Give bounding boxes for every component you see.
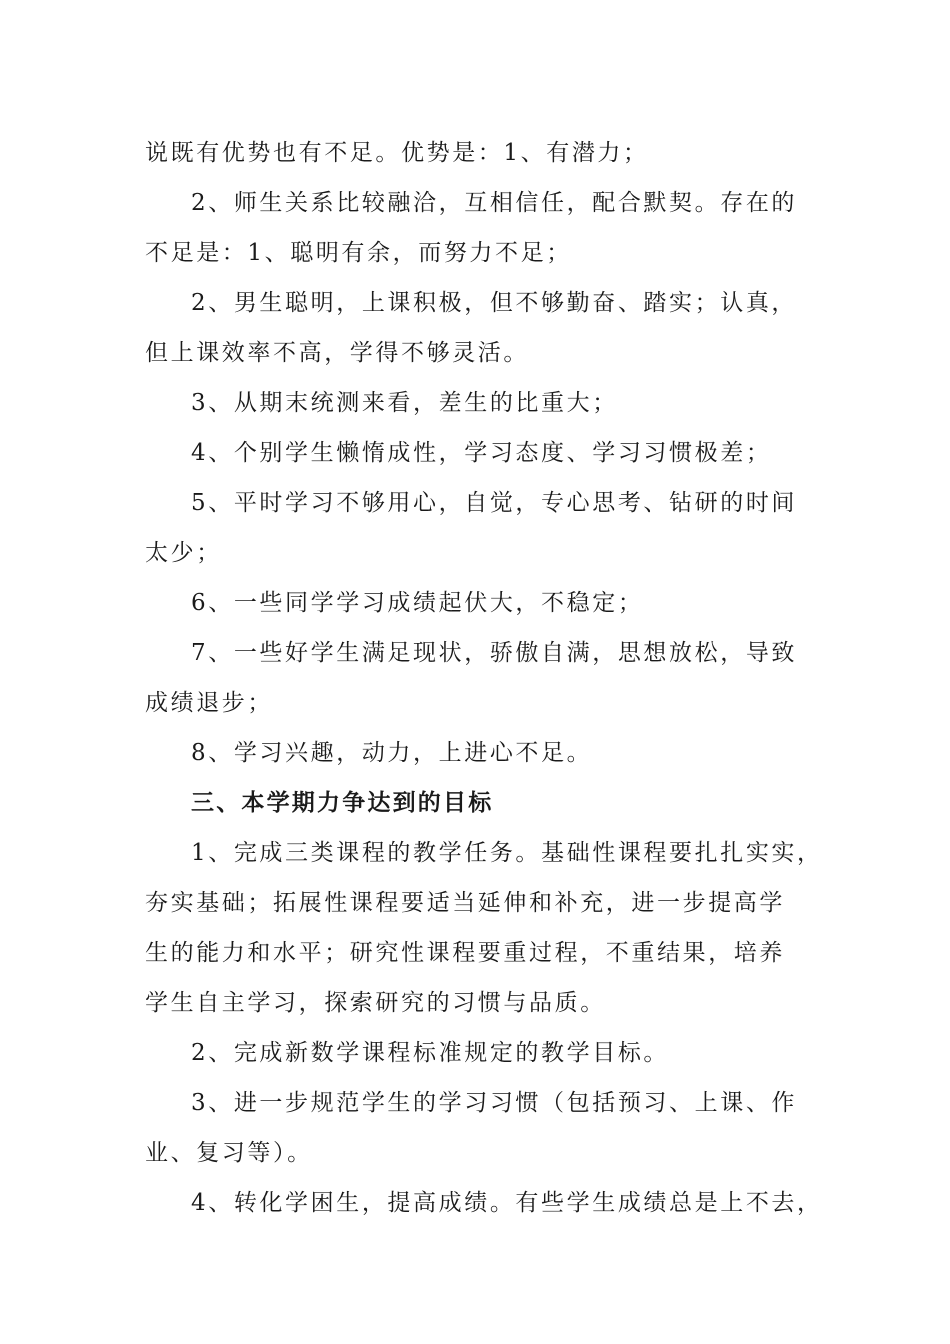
paragraph-line: 1、完成三类课程的教学任务。基础性课程要扎扎实实， bbox=[191, 840, 823, 866]
paragraph-line: 不足是：1、聪明有余，而努力不足； bbox=[145, 240, 572, 266]
paragraph-line: 2、男生聪明，上课积极，但不够勤奋、踏实；认真， bbox=[191, 290, 798, 316]
paragraph-line: 但上课效率不高，学得不够灵活。 bbox=[145, 340, 529, 366]
paragraph-line: 6、一些同学学习成绩起伏大，不稳定； bbox=[191, 590, 644, 616]
paragraph-line: 2、师生关系比较融洽，互相信任，配合默契。存在的 bbox=[191, 190, 798, 216]
paragraph-line: 4、转化学困生，提高成绩。有些学生成绩总是上不去， bbox=[191, 1190, 823, 1216]
paragraph-line: 3、进一步规范学生的学习习惯（包括预习、上课、作 bbox=[191, 1090, 798, 1116]
paragraph-line: 4、个别学生懒惰成性，学习态度、学习习惯极差； bbox=[191, 440, 772, 466]
paragraph-line: 夯实基础；拓展性课程要适当延伸和补充，进一步提高学 bbox=[145, 890, 785, 916]
section-heading: 三、本学期力争达到的目标 bbox=[191, 790, 494, 816]
paragraph-line: 7、一些好学生满足现状，骄傲自满，思想放松，导致 bbox=[191, 640, 798, 666]
paragraph-line: 说既有优势也有不足。优势是：1、有潜力； bbox=[145, 140, 649, 166]
paragraph-line: 8、学习兴趣，动力，上进心不足。 bbox=[191, 740, 593, 766]
paragraph-line: 学生自主学习，探索研究的习惯与品质。 bbox=[145, 990, 606, 1016]
paragraph-line: 3、从期末统测来看，差生的比重大； bbox=[191, 390, 618, 416]
paragraph-line: 业、复习等）。 bbox=[145, 1140, 313, 1166]
paragraph-line: 成绩退步； bbox=[145, 690, 273, 716]
paragraph-line: 太少； bbox=[145, 540, 222, 566]
document-body bbox=[145, 128, 823, 1228]
paragraph-line: 生的能力和水平；研究性课程要重过程，不重结果，培养 bbox=[145, 940, 785, 966]
paragraph-line: 5、平时学习不够用心，自觉，专心思考、钻研的时间 bbox=[191, 490, 798, 516]
paragraph-line: 2、完成新数学课程标准规定的教学目标。 bbox=[191, 1040, 670, 1066]
